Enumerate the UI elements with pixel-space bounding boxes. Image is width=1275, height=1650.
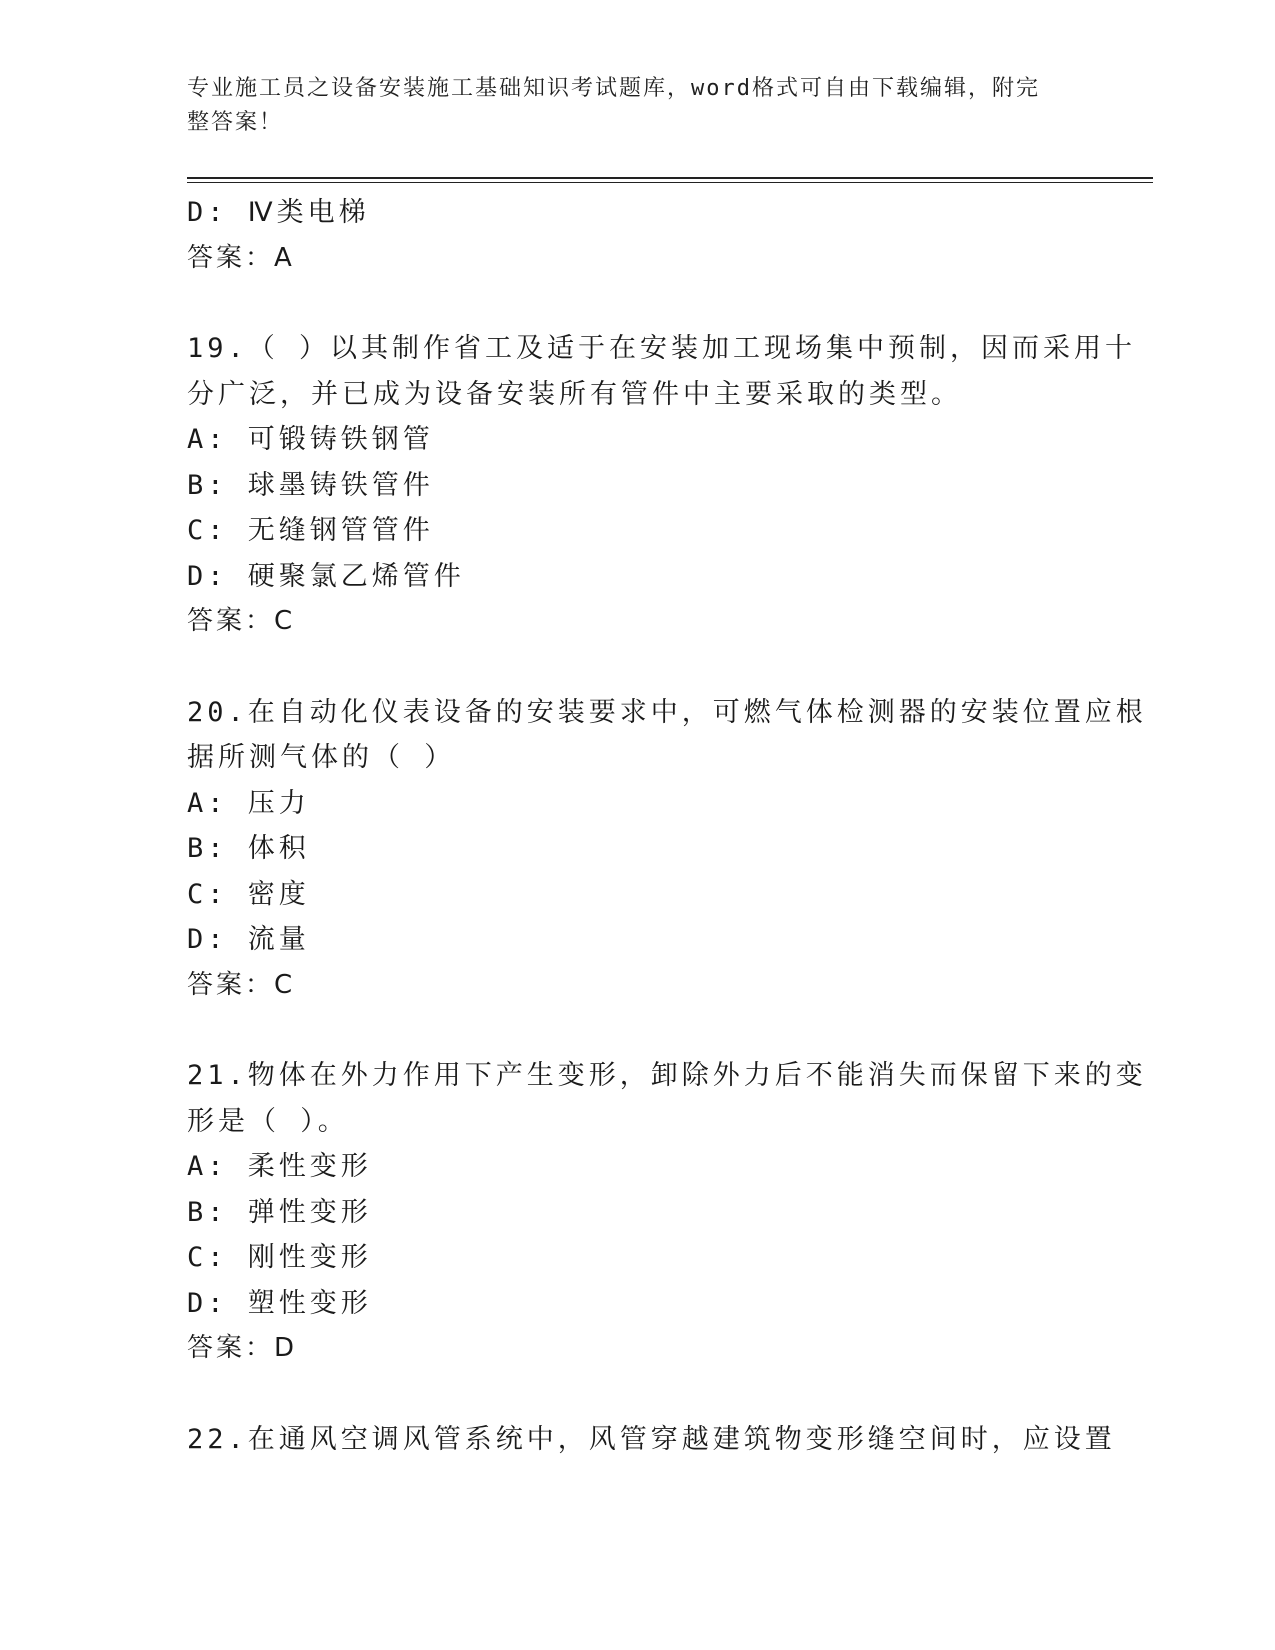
option-d: D: Ⅳ类电梯 bbox=[187, 197, 370, 228]
header-divider bbox=[187, 177, 1153, 179]
option-b: B: 球墨铸铁管件 bbox=[187, 469, 434, 501]
answer-line: 答案：A bbox=[187, 242, 295, 273]
option-d: D: 塑性变形 bbox=[187, 1287, 372, 1319]
question-stem-continued: 形是（ ）。 bbox=[187, 1105, 349, 1137]
question-22 bbox=[187, 1417, 1116, 1463]
option-c: C: 刚性变形 bbox=[187, 1242, 372, 1273]
question-20 bbox=[187, 690, 1147, 1009]
option-a: A: 柔性变形 bbox=[187, 1151, 372, 1182]
question-21 bbox=[187, 1053, 1147, 1372]
question-stem: 20.在自动化仪表设备的安装要求中，可燃气体检测器的安装位置应根 bbox=[187, 696, 1147, 728]
question-stem-continued: 分广泛，并已成为设备安装所有管件中主要采取的类型。 bbox=[187, 378, 962, 410]
question-stem: 19.（ ）以其制作省工及适于在安装加工现场集中预制，因而采用十 bbox=[187, 333, 1137, 364]
question-19 bbox=[187, 326, 1137, 645]
option-b: B: 弹性变形 bbox=[187, 1196, 372, 1228]
document-header bbox=[187, 72, 1067, 140]
option-a: A: 压力 bbox=[187, 787, 310, 819]
option-d: D: 硬聚氯乙烯管件 bbox=[187, 560, 465, 592]
question-stem-continued: 据所测气体的（ ） bbox=[187, 742, 456, 773]
header-divider-thin bbox=[187, 182, 1153, 183]
answer-line: 答案：C bbox=[187, 606, 296, 636]
option-c: C: 无缝钢管管件 bbox=[187, 515, 434, 546]
option-b: B: 体积 bbox=[187, 833, 310, 864]
question-stem: 22.在通风空调风管系统中，风管穿越建筑物变形缝空间时，应设置 bbox=[187, 1423, 1116, 1455]
question-list bbox=[187, 190, 1147, 1462]
header-line-2: 整答案！ bbox=[187, 110, 284, 135]
header-line-1: 专业施工员之设备安装施工基础知识考试题库，word格式可自由下载编辑，附完 bbox=[187, 76, 1040, 101]
question-stem: 21.物体在外力作用下产生变形，卸除外力后不能消失而保留下来的变 bbox=[187, 1060, 1147, 1091]
option-c: C: 密度 bbox=[187, 878, 310, 910]
answer-line: 答案：C bbox=[187, 969, 296, 1000]
option-a: A: 可锻铸铁钢管 bbox=[187, 424, 434, 455]
option-d: D: 流量 bbox=[187, 924, 310, 955]
answer-line: 答案：D bbox=[187, 1333, 298, 1363]
